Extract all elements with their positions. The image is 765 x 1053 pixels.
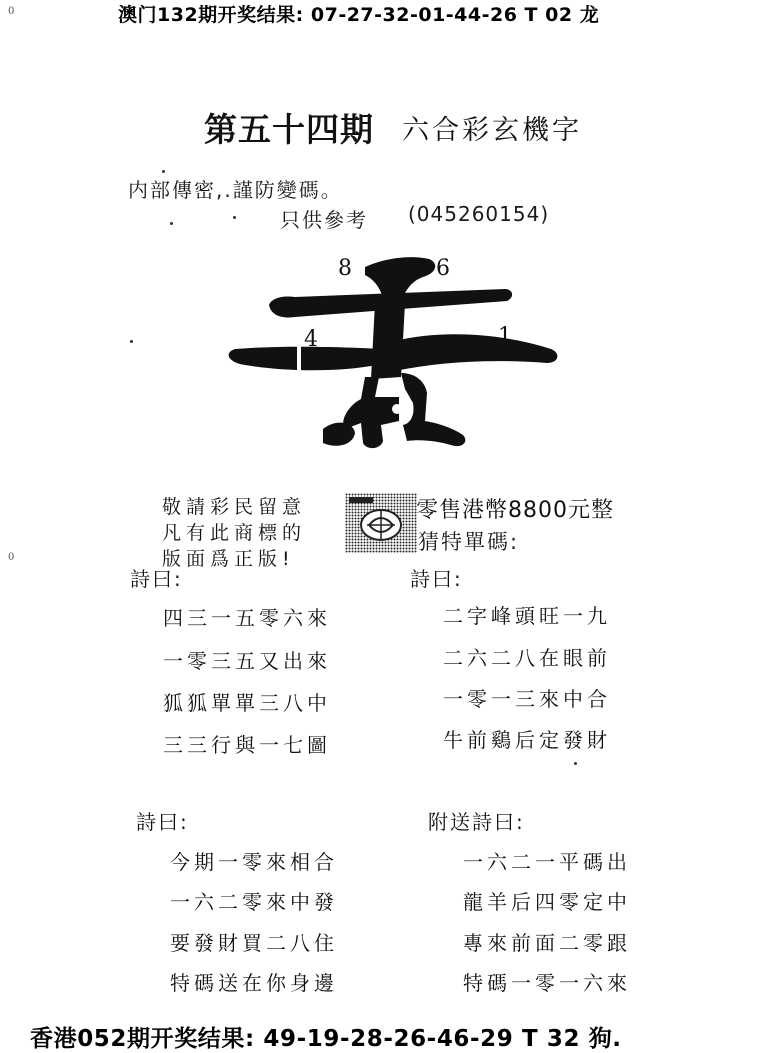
- poem-line: 特碼一零一六來: [463, 971, 631, 995]
- poem-heading: 詩曰:: [130, 567, 183, 591]
- margin-mark-middle: 0: [8, 552, 15, 563]
- notice-line: 凡有此商標的: [162, 522, 307, 544]
- poem-line: 一零三五又出來: [163, 649, 331, 673]
- bottom-result-banner: 香港052期开奖结果: 49-19-28-26-46-29 T 32 狗.: [30, 1026, 622, 1052]
- glyph-number-left: 4: [304, 327, 318, 352]
- poem-line: 四三一五零六來: [163, 606, 331, 630]
- poem-line: 要發財買二八住: [170, 931, 338, 955]
- glyph-number-top-left: 8: [338, 256, 352, 281]
- poem-line: 二六二八在眼前: [443, 646, 611, 670]
- internal-note: 内部傳密,.謹防變碼。: [128, 178, 343, 202]
- bonus-poem-heading: 附送詩曰:: [428, 810, 525, 834]
- poem-line: 一六二零來中發: [170, 890, 338, 914]
- poem-line: 龍羊后四零定中: [463, 890, 631, 914]
- retail-price: 零售港幣8800元整: [416, 498, 614, 523]
- poem-line: 一零一三來中合: [443, 687, 611, 711]
- notice-line: 版面爲正版!: [162, 548, 295, 570]
- scan-speck: [233, 216, 236, 219]
- scan-speck: [170, 222, 173, 225]
- scan-speck: [162, 170, 165, 173]
- authentic-edition-notice: [162, 494, 306, 572]
- poem-line: 牛前鷄后定發財: [443, 728, 611, 752]
- trademark-seal-icon: [345, 493, 417, 553]
- poem-heading: 詩曰:: [410, 567, 463, 591]
- phone-number: (045260154): [408, 202, 550, 226]
- notice-line: 敬請彩民留意: [162, 496, 307, 518]
- poem-line: 狐狐單單三八中: [163, 691, 331, 715]
- glyph-number-top-right: 6: [436, 256, 450, 281]
- lottery-subtitle: 六合彩玄機字: [402, 115, 582, 146]
- poem-line: 二字峰頭旺一九: [443, 604, 611, 628]
- scan-speck: [574, 762, 577, 765]
- poem-line: 一六二一平碼出: [463, 850, 631, 874]
- scan-speck: [130, 340, 133, 343]
- poem-heading: 詩曰:: [136, 810, 189, 834]
- glyph-number-right: 1: [498, 324, 512, 349]
- guess-special-number: 猜特單碼:: [418, 530, 520, 554]
- top-result-banner: 澳门132期开奖结果: 07-27-32-01-44-26 T 02 龙: [118, 4, 600, 26]
- poem-line: 三三行與一七圖: [163, 733, 331, 757]
- poem-line: 今期一零來相合: [170, 850, 338, 874]
- poem-line: 專來前面二零跟: [463, 931, 631, 955]
- issue-title: 第五十四期: [204, 110, 374, 149]
- riddle-glyph-icon: [215, 245, 570, 465]
- margin-mark-top: 0: [8, 6, 15, 17]
- poem-line: 特碼送在你身邊: [170, 971, 338, 995]
- reference-note: 只供參考: [280, 208, 368, 232]
